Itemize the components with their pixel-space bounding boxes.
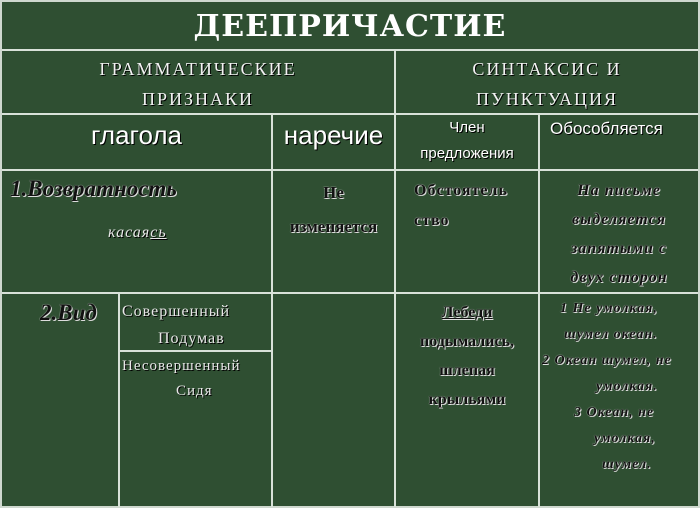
isolation-example-line2: шумел океан.: [564, 327, 658, 342]
reflexive-example: [108, 224, 167, 242]
syntax-header-line1: СИНТАКСИС И: [472, 59, 622, 79]
feature-reflexive: 1.Возвратность: [10, 176, 177, 201]
reflexive-example-suffix: сь: [150, 224, 167, 241]
member-subheader-line1: Член: [449, 119, 485, 136]
syntax-header: [396, 54, 698, 114]
aspect-perfect-label: Совершенный: [122, 303, 231, 320]
example-sentence: [396, 298, 538, 414]
aspect-perfect-example: Подумав: [158, 330, 225, 347]
feature-aspect: 2.Вид: [40, 300, 97, 325]
example-sentence-line3: шлепая: [439, 362, 495, 379]
member-circumstance-line2: ство: [414, 212, 450, 229]
isolation-example-line3: 2 Океан шумел, не: [542, 353, 672, 368]
divider: [271, 113, 273, 507]
example-sentence-line4: крыльями: [428, 391, 506, 408]
isolation-examples: [540, 296, 698, 478]
divider: [118, 292, 120, 507]
isolated-rule-line3: запятыми с: [571, 240, 667, 257]
adverb-unchanged-line2: изменяется: [289, 217, 378, 236]
isolation-example-line7: шумел.: [602, 457, 652, 472]
example-sentence-subject: Лебеди: [441, 304, 493, 321]
isolation-example-line4: умолкая.: [596, 379, 658, 394]
isolated-rule-line4: двух сторон: [570, 269, 668, 286]
reflexive-example-stem: касая: [108, 224, 151, 241]
isolation-example-line5: 3 Океан, не: [574, 405, 655, 420]
isolation-example-line6: умолкая,: [594, 431, 656, 446]
member-subheader-line2: предложения: [420, 145, 514, 162]
syntax-header-line2: ПУНКТУАЦИЯ: [475, 89, 619, 109]
isolated-subheader: Обособляется: [550, 119, 663, 138]
member-circumstance-line1: Обстоятель: [414, 182, 508, 199]
grammar-header-line2: ПРИЗНАКИ: [141, 89, 255, 109]
aspect-imperfect-example: Сидя: [176, 383, 213, 399]
divider: [2, 169, 698, 171]
grammar-header-line1: ГРАММАТИЧЕСКИЕ: [99, 59, 297, 79]
member-subheader: [396, 115, 538, 167]
aspect-perfect: [122, 298, 230, 352]
adverb-subheader: наречие: [283, 120, 384, 150]
adverb-unchanged: [273, 176, 394, 244]
grammar-header: [2, 54, 394, 114]
adverb-unchanged-line1: Не: [323, 183, 344, 202]
isolated-rule-line2: выделяется: [571, 211, 667, 228]
aspect-imperfect: [122, 354, 241, 404]
example-sentence-line2: подымались,: [419, 333, 515, 350]
aspect-imperfect-label: Несовершенный: [122, 358, 241, 374]
isolated-rule: [540, 176, 698, 292]
page-title: ДЕЕПРИЧАСТИЕ: [193, 8, 507, 44]
verb-subheader: глагола: [91, 120, 182, 150]
member-circumstance: [414, 176, 508, 236]
divider: [2, 292, 698, 294]
isolation-example-line1: 1 Не умолкая,: [560, 301, 658, 316]
isolated-rule-line1: На письме: [577, 182, 661, 199]
